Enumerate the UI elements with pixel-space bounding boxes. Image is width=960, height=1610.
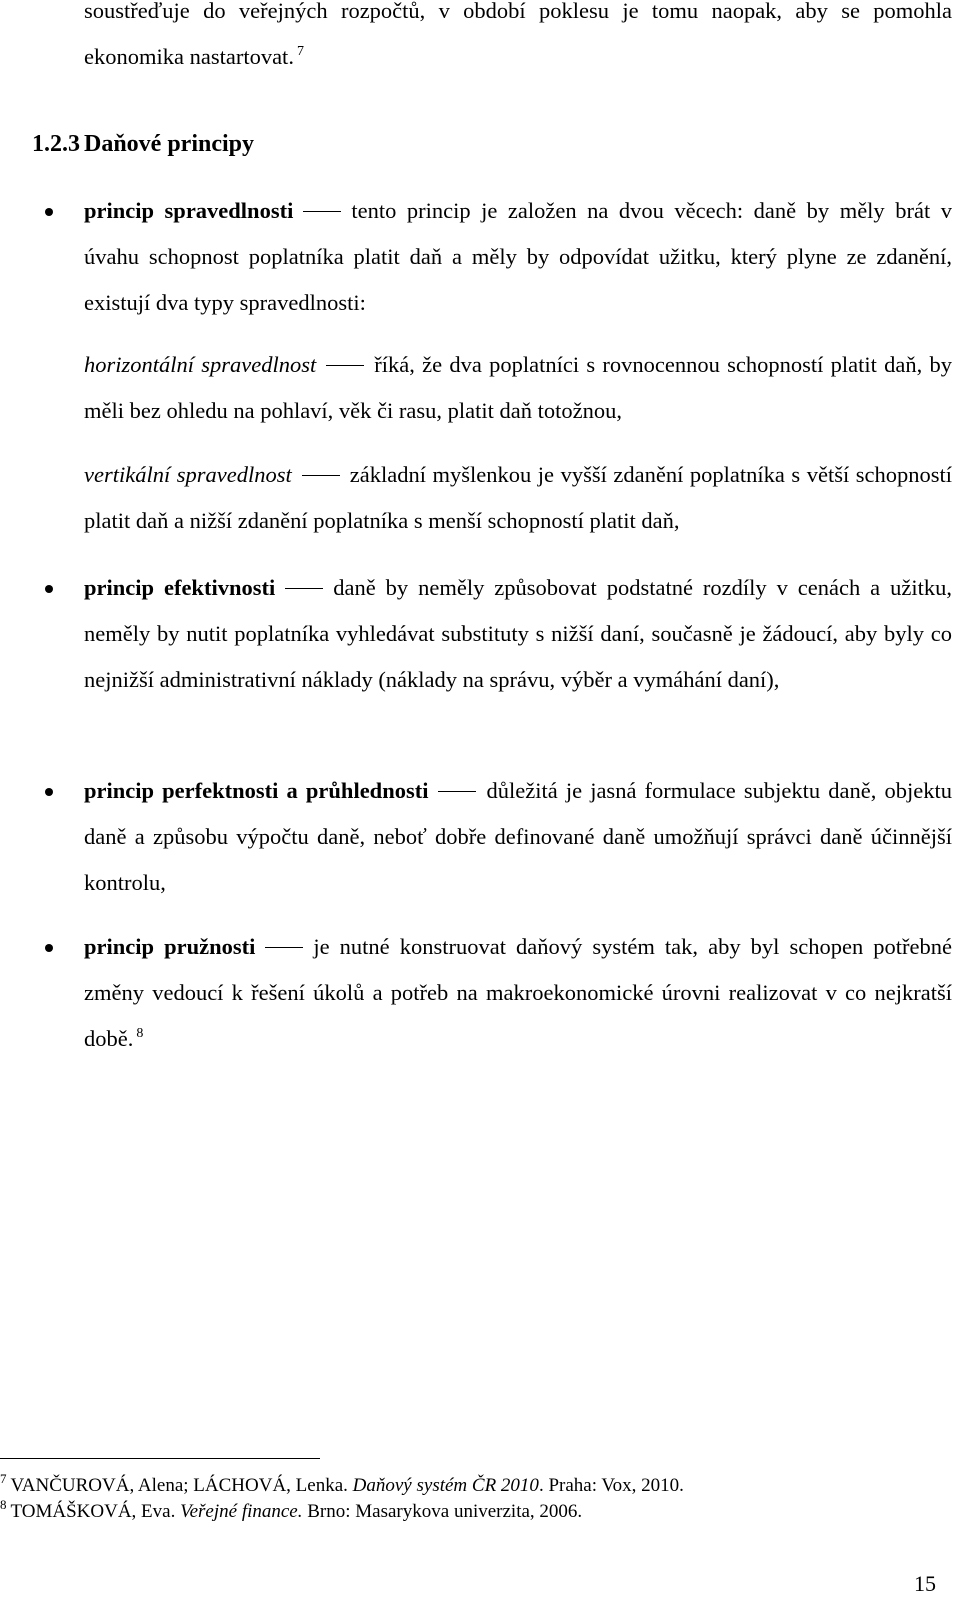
dash-icon: [438, 791, 476, 792]
footnote-title: Veřejné finance.: [180, 1501, 303, 1522]
footnote-number: 7: [0, 1471, 7, 1486]
intro-text: soustřeďuje do veřejných rozpočtů, v období poklesu je tomu naopak, aby se pomohla ekonomika nastartovat.: [84, 0, 952, 69]
principle-term: princip spravedlnosti: [84, 198, 294, 223]
principle-text: tento princip je založen na dvou věcech: daně by měly brát v úvahu schopnost poplatníka platit daň a měly by odpovídat užitku, který plyne ze zdanění, existují dva typy spravedlnosti:: [84, 198, 952, 315]
bullet-icon: [45, 788, 53, 796]
principle-text: daně by neměly způsobovat podstatné rozdíly v cenách a užitku, neměly by nutit poplatníka vyhledávat substituty s nižší daní, současně je žádoucí, aby byly co nejnižší administrativní náklady (náklady na správu, výběr a vymáhání daní),: [84, 575, 952, 692]
dash-icon: [326, 365, 364, 366]
intro-paragraph: [84, 0, 952, 80]
principle-text: důležitá je jasná formulace subjektu daně, objektu daně a způsobu výpočtu daně, neboť dobře definované daně umožňují správci daně účinnější kontrolu,: [84, 778, 953, 895]
principle-term: princip perfektnosti a průhlednosti: [84, 778, 429, 803]
section-number: 1.2.3: [32, 131, 80, 157]
footnote-number: 8: [0, 1497, 7, 1512]
footnote-title: Daňový systém ČR 2010: [352, 1475, 539, 1496]
dash-icon: [265, 947, 303, 948]
justice-term: vertikální spravedlnost: [84, 462, 292, 487]
principle-pruznosti: [84, 924, 952, 1062]
footnote-authors: VANČUROVÁ, Alena; LÁCHOVÁ, Lenka.: [10, 1475, 348, 1496]
section-title: Daňové principy: [84, 131, 255, 157]
vertical-justice: [84, 452, 952, 544]
bullet-icon: [45, 944, 53, 952]
principle-text: je nutné konstruovat daňový systém tak, aby byl schopen potřebné změny vedoucí k řešení úkolů a potřeb na makroekonomické úrovni realizovat v co nejkratší době.: [84, 934, 953, 1051]
principle-term: princip pružnosti: [84, 934, 256, 959]
bullet-icon: [45, 585, 53, 593]
footnote-publisher: . Praha: Vox, 2010.: [538, 1475, 684, 1496]
footnote-separator: [0, 1458, 320, 1459]
footnote-8: [0, 1497, 583, 1524]
principle-perfektnosti: [84, 768, 952, 906]
footnote-7: [0, 1471, 684, 1498]
horizontal-justice: [84, 342, 952, 434]
dash-icon: [285, 588, 323, 589]
justice-term: horizontální spravedlnost: [84, 352, 317, 377]
justice-text: základní myšlenkou je vyšší zdanění poplatníka s větší schopností platit daň a nižší zdanění poplatníka s menší schopností platit daň,: [84, 462, 952, 533]
dash-icon: [303, 211, 341, 212]
footnote-ref-8: 8: [136, 1026, 144, 1041]
justice-text: říká, že dva poplatníci s rovnocennou schopností platit daň, by měli bez ohledu na pohlaví, věk či rasu, platit daň totožnou,: [84, 352, 952, 423]
principle-term: princip efektivnosti: [84, 575, 276, 600]
principle-efektivnosti: [84, 565, 952, 703]
footnote-authors: TOMÁŠKOVÁ, Eva.: [10, 1501, 176, 1522]
principle-spravedlnosti: [84, 188, 952, 326]
footnote-publisher: Brno: Masarykova univerzita, 2006.: [307, 1501, 583, 1522]
bullet-icon: [45, 208, 53, 216]
page-number: 15: [914, 1571, 936, 1596]
dash-icon: [302, 475, 340, 476]
section-heading: [32, 124, 254, 164]
footnote-ref-7: 7: [296, 44, 304, 59]
